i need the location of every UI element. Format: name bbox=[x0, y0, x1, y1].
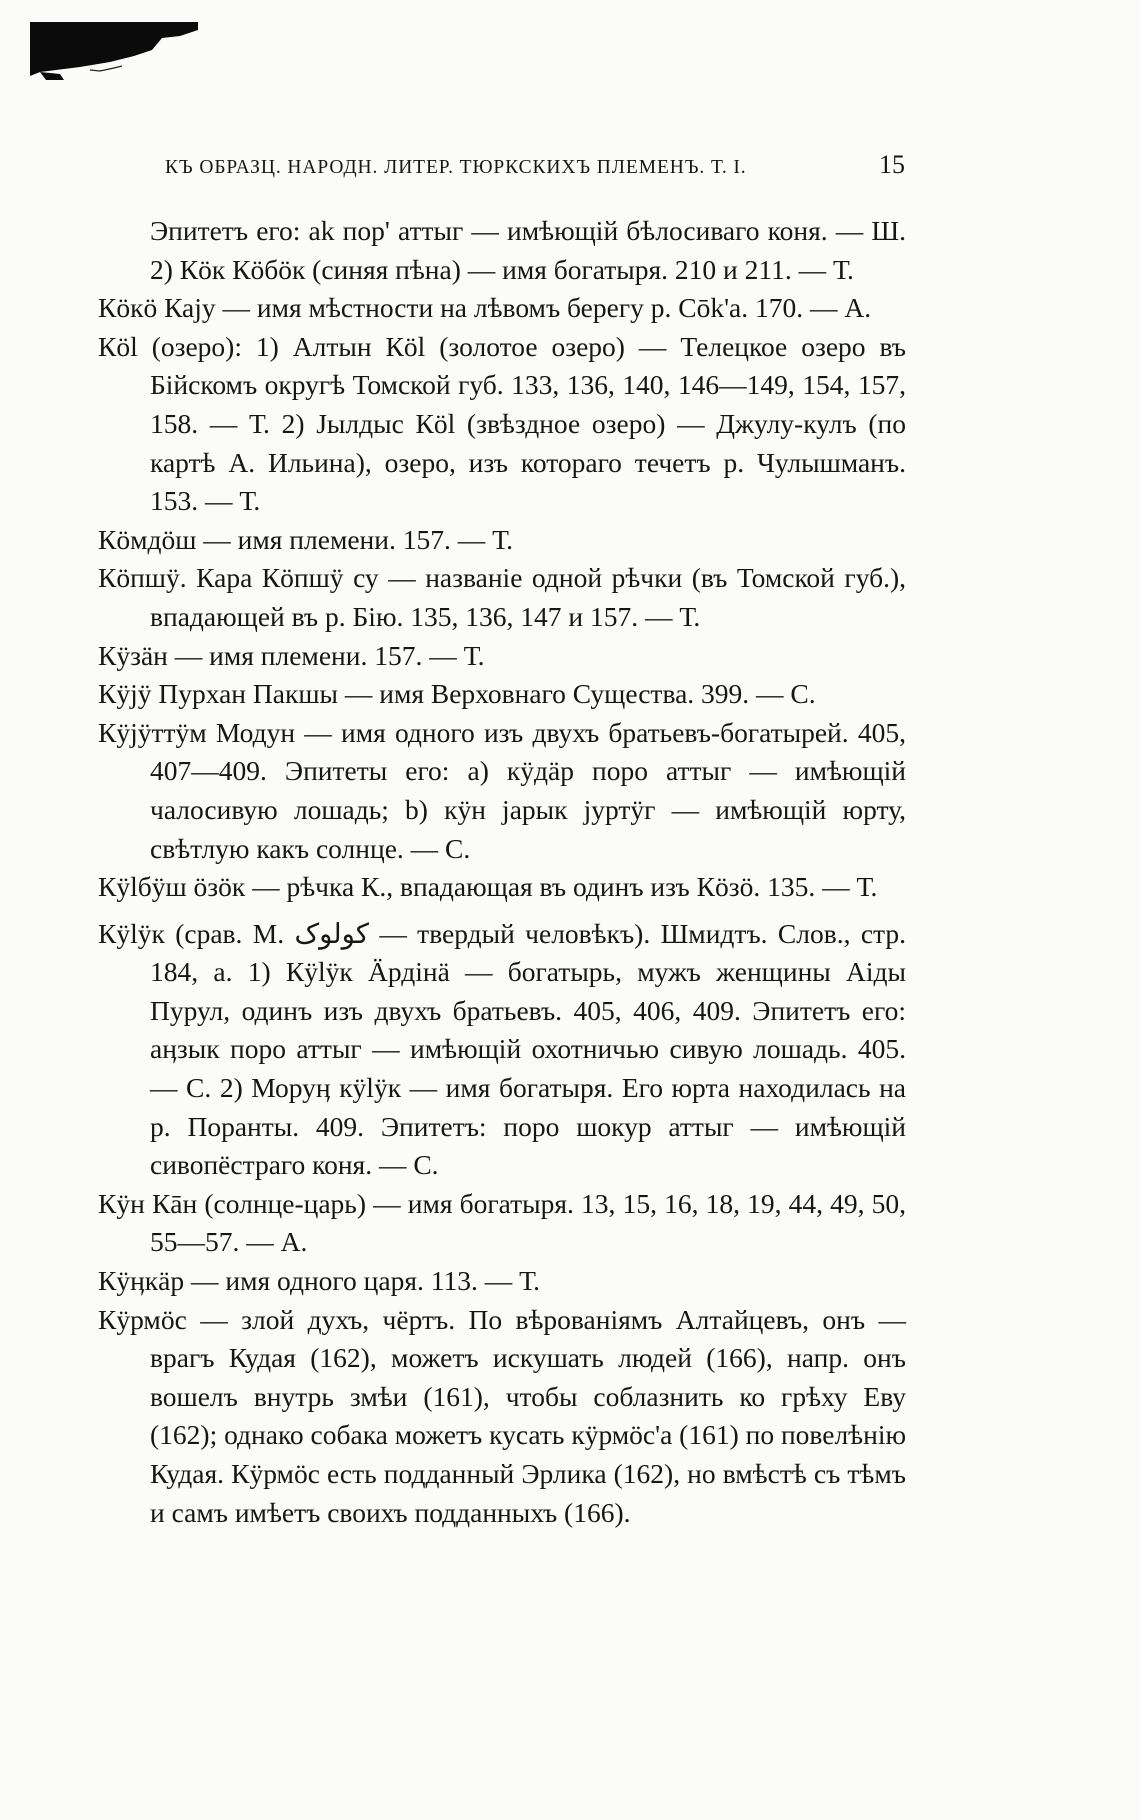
entry-kuluk: Кӱlӱк (срав. М. کولوک — твердый человѣкъ). Шмидтъ. Слов., стр. 184, а. 1) Кӱlӱк Äрдінä — богатырь, мужъ женщины Аіды Пурул, одинъ изъ двухъ братьевъ. 405, 406, 409. Эпитетъ его: аӊзык поро аттыг — имѣющій охотничью сивую лошадь. 405. — С. 2) Моруӊ кӱlӱк — имя богатыря. Его юрта находилась на р. Поранты. 409. Эпитетъ: поро шокур аттыг — имѣющій сивопёстраго коня. — С. bbox=[98, 917, 906, 1181]
entry-kol: Кӧl (озеро): 1) Алтын Кӧl (золотое озеро) — Телецкое озеро въ Бійскомъ округѣ Томской губ. 133, 136, 140, 146—149, 154, 157, 158. — Т. 2) Јылдыс Кӧl (звѣздное озеро) — Джулу-кулъ (по картѣ А. Ильина), озеро, изъ котораго течетъ р. Чулышманъ. 153. — Т. bbox=[98, 330, 906, 517]
dictionary-entries bbox=[98, 212, 906, 1532]
entry-kuju-purhan: Кӱјӱ Пурхан Пакшы — имя Верховнаго Существа. 399. — С. bbox=[98, 678, 816, 710]
entry-koko-kaju: Кӧкӧ Каjу — имя мѣстности на лѣвомъ берегу р. Сōk'а. 170. — А. bbox=[98, 292, 872, 324]
entry-kurmos: Кӱрмӧс — злой духъ, чёртъ. По вѣрованіямъ Алтайцевъ, онъ — врагъ Кудая (162), можетъ искушать людей (166), напр. онъ вошелъ внутрь змѣи (161), чтобы соблазнить ко грѣху Еву (162); однако собака можетъ кусать кӱрмӧс'а (161) по повелѣнію Кудая. Кӱрмӧс есть подданный Эрлика (162), но вмѣстѣ съ тѣмъ и самъ имѣетъ своихъ подданныхъ (166). bbox=[98, 1303, 907, 1528]
entry-kuzan: Кӱзäн — имя племени. 157. — Т. bbox=[98, 639, 485, 671]
entry-komdosh: Кӧмдӧш — имя племени. 157. — Т. bbox=[98, 523, 514, 555]
entry-continuation: Эпитетъ его: ak пор' аттыг — имѣющій бѣлосиваго коня. — Ш. 2) Кӧк Кӧбӧк (синяя пѣна) — имя богатыря. 210 и 211. — Т. bbox=[150, 215, 906, 285]
running-title: КЪ ОБРАЗЦ. НАРОДН. ЛИТЕР. ТЮРКСКИХЪ ПЛЕМЕНЪ. Т. I. bbox=[165, 157, 747, 178]
entry-kun-kan: Кӱн Кāн (солнце-царь) — имя богатыря. 13, 15, 16, 18, 19, 44, 49, 50, 55—57. — А. bbox=[98, 1187, 906, 1258]
entry-kujuttum-modun: Кӱјӱттӱм Модун — имя одного изъ двухъ братьевъ-богатырей. 405, 407—409. Эпитеты его: a) кӱдäр поро аттыг — имѣющій чалосивую лошадь; b) кӱн јарык јуртӱг — имѣющій юрту, свѣтлую какъ солнце. — С. bbox=[98, 716, 906, 864]
page-number: 15 bbox=[879, 150, 905, 179]
entry-kunkar: Кӱӊкäр — имя одного царя. 113. — Т. bbox=[98, 1265, 541, 1297]
entry-kopshu: Кӧпшӱ. Кара Кӧпшӱ су — названіе одной рѣчки (въ Томской губ.), впадающей въ р. Бію. 135, 136, 147 и 157. — Т. bbox=[98, 562, 906, 632]
scan-edge-mark bbox=[30, 22, 198, 80]
running-header bbox=[165, 150, 905, 190]
entry-kulbush-ozok: Кӱlбӱш ӧзӧк — рѣчка К., впадающая въ одинъ изъ Кӧзӧ. 135. — Т. bbox=[98, 871, 878, 903]
